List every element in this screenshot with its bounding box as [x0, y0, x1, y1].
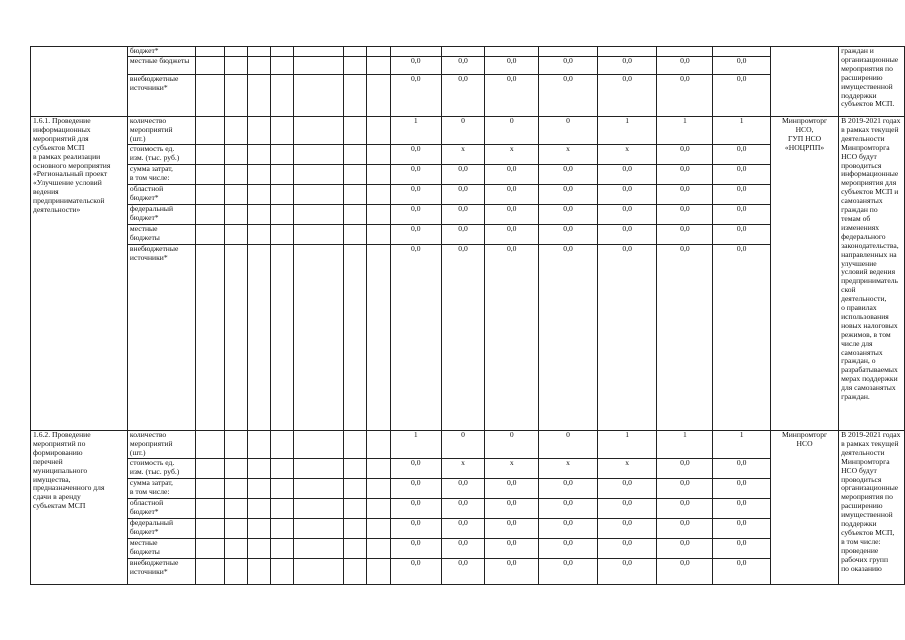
- value-cell: x: [539, 145, 598, 165]
- row-label: внебюджетные источники*: [127, 559, 195, 585]
- value-cell: 0,0: [657, 145, 713, 165]
- value-cell: 0,0: [390, 245, 441, 431]
- org-cell: Минпромторг НСО: [771, 431, 839, 585]
- table-row: [31, 47, 905, 57]
- row-label: сумма затрат, в том числе:: [127, 479, 195, 499]
- value-cell: 0: [539, 431, 598, 459]
- value-cell: 1: [713, 117, 771, 145]
- value-cell: x: [539, 459, 598, 479]
- table-row: [31, 431, 905, 459]
- value-cell: 0,0: [390, 499, 441, 519]
- value-cell: 0,0: [390, 225, 441, 245]
- value-cell: 0,0: [597, 519, 657, 539]
- value-cell: 0,0: [390, 519, 441, 539]
- value-cell: 0,0: [485, 479, 539, 499]
- value-cell: 0,0: [657, 559, 713, 585]
- value-cell: 0,0: [657, 185, 713, 205]
- value-cell: 0,0: [390, 165, 441, 185]
- row-label: областной бюджет*: [127, 499, 195, 519]
- value-cell: 0,0: [597, 499, 657, 519]
- activity-cell-empty: [31, 47, 128, 117]
- value-cell: 0,0: [441, 225, 484, 245]
- value-cell: 0,0: [657, 479, 713, 499]
- value-cell: 0,0: [539, 165, 598, 185]
- value-cell: 0,0: [390, 205, 441, 225]
- value-cell: 0,0: [441, 165, 484, 185]
- value-cell: 0,0: [390, 539, 441, 559]
- budget-table: [30, 46, 905, 585]
- note-cell: В 2019-2021 годах в рамках текущей деятельности Минпромторга НСО будут проводиться информационные мероприятия для субъектов МСП и самозанятых граждан по темам об изменениях федерального законодательства, направленных на улучшение условий ведения предприниматель ской деятельности, о правилах использования новых налоговых режимов, в том числе для самозанятых граждан, о разрабатываемых мерах поддержки для самозанятых граждан.: [839, 117, 905, 431]
- value-cell: 0,0: [390, 559, 441, 585]
- value-cell: 0,0: [390, 145, 441, 165]
- value-cell: 0,0: [713, 57, 771, 75]
- row-label: внебюджетные источники*: [127, 75, 195, 117]
- value-cell: 0,0: [597, 185, 657, 205]
- value-cell: 0,0: [713, 145, 771, 165]
- value-cell: 0,0: [539, 559, 598, 585]
- value-cell: 0: [441, 431, 484, 459]
- value-cell: 0,0: [441, 75, 484, 117]
- value-cell: 0,0: [657, 75, 713, 117]
- value-cell: 0,0: [657, 519, 713, 539]
- org-cell-empty: [771, 47, 839, 117]
- value-cell: 0,0: [539, 245, 598, 431]
- value-cell: 0,0: [390, 459, 441, 479]
- value-cell: 0,0: [597, 559, 657, 585]
- value-cell: 0,0: [657, 205, 713, 225]
- value-cell: 0,0: [657, 165, 713, 185]
- value-cell: 0,0: [713, 165, 771, 185]
- value-cell: 0,0: [390, 75, 441, 117]
- value-cell: 0,0: [657, 459, 713, 479]
- value-cell: 0,0: [539, 185, 598, 205]
- value-cell: 0,0: [441, 57, 484, 75]
- value-cell: 0,0: [539, 499, 598, 519]
- value-cell: 0,0: [597, 205, 657, 225]
- value-cell: 0,0: [441, 479, 484, 499]
- value-cell: 0,0: [390, 57, 441, 75]
- value-cell: 0,0: [597, 479, 657, 499]
- value-cell: 0,0: [597, 245, 657, 431]
- value-cell: 0,0: [441, 559, 484, 585]
- value-cell: 0,0: [539, 75, 598, 117]
- value-cell: 0,0: [713, 479, 771, 499]
- value-cell: 0,0: [441, 245, 484, 431]
- row-label: местные бюджеты: [127, 57, 195, 75]
- value-cell: 0,0: [657, 539, 713, 559]
- value-cell: 0,0: [713, 205, 771, 225]
- value-cell: 0,0: [539, 225, 598, 245]
- value-cell: 0,0: [657, 245, 713, 431]
- value-cell: 0,0: [441, 519, 484, 539]
- value-cell: 1: [713, 431, 771, 459]
- row-label: федеральный бюджет*: [127, 519, 195, 539]
- value-cell: 0,0: [597, 75, 657, 117]
- value-cell: x: [597, 145, 657, 165]
- value-cell: 0,0: [657, 57, 713, 75]
- document-page: [30, 46, 905, 585]
- value-cell: 0,0: [441, 185, 484, 205]
- value-cell: 1: [597, 431, 657, 459]
- row-label: стоимость ед. изм. (тыс. руб.): [127, 459, 195, 479]
- value-cell: 0,0: [441, 499, 484, 519]
- value-cell: x: [441, 459, 484, 479]
- row-label: количество мероприятий (шт.): [127, 431, 195, 459]
- value-cell: 0,0: [597, 165, 657, 185]
- row-label: стоимость ед. изм. (тыс. руб.): [127, 145, 195, 165]
- note-cell: В 2019-2021 годах в рамках текущей деятельности Минпромторга НСО будут проводиться организационные мероприятия по расширению имущественной поддержки субъектов МСП, в том числе: проведение рабочих групп по оказанию: [839, 431, 905, 585]
- value-cell: 0,0: [597, 57, 657, 75]
- value-cell: 0,0: [713, 245, 771, 431]
- value-cell: 1: [657, 117, 713, 145]
- value-cell: 0: [539, 117, 598, 145]
- value-cell: 0,0: [485, 205, 539, 225]
- row-label: местные бюджеты: [127, 225, 195, 245]
- row-label: бюджет*: [127, 47, 195, 57]
- value-cell: 0,0: [390, 185, 441, 205]
- value-cell: 0,0: [657, 499, 713, 519]
- value-cell: 0,0: [485, 57, 539, 75]
- value-cell: 0,0: [485, 75, 539, 117]
- value-cell: 0,0: [539, 479, 598, 499]
- row-label: внебюджетные источники*: [127, 245, 195, 431]
- value-cell: 0,0: [485, 559, 539, 585]
- value-cell: 0,0: [713, 75, 771, 117]
- row-label: количество мероприятий (шт.): [127, 117, 195, 145]
- value-cell: 0: [485, 117, 539, 145]
- value-cell: 0,0: [713, 499, 771, 519]
- value-cell: [713, 47, 771, 57]
- value-cell: x: [485, 459, 539, 479]
- value-cell: 0,0: [539, 57, 598, 75]
- value-cell: [485, 47, 539, 57]
- value-cell: [441, 47, 484, 57]
- value-cell: 0,0: [485, 225, 539, 245]
- row-label: областной бюджет*: [127, 185, 195, 205]
- value-cell: 0: [441, 117, 484, 145]
- value-cell: 0,0: [713, 539, 771, 559]
- value-cell: 0,0: [713, 459, 771, 479]
- activity-cell: 1.6.1. Проведение информационных мероприятий для субъектов МСП в рамках реализации основного мероприятия «Региональный проект «Улучшение условий ведения предпринимательской деятельности»: [31, 117, 128, 431]
- value-cell: [597, 47, 657, 57]
- value-cell: 0,0: [539, 205, 598, 225]
- value-cell: 0,0: [713, 185, 771, 205]
- value-cell: x: [485, 145, 539, 165]
- value-cell: 1: [390, 117, 441, 145]
- value-cell: 0: [485, 431, 539, 459]
- row-label: сумма затрат, в том числе:: [127, 165, 195, 185]
- value-cell: 0,0: [657, 225, 713, 245]
- value-cell: [657, 47, 713, 57]
- note-cell: граждан и организационные мероприятия по расширению имущественной поддержки субъектов МСП.: [839, 47, 905, 117]
- activity-cell: 1.6.2. Проведение мероприятий по формированию перечней муниципального имущества, предназначенного для сдачи в аренду субъектам МСП: [31, 431, 128, 585]
- value-cell: 0,0: [713, 559, 771, 585]
- value-cell: 0,0: [485, 499, 539, 519]
- value-cell: 1: [597, 117, 657, 145]
- row-label: местные бюджеты: [127, 539, 195, 559]
- value-cell: 0,0: [485, 165, 539, 185]
- row-label: федеральный бюджет*: [127, 205, 195, 225]
- value-cell: 0,0: [485, 519, 539, 539]
- value-cell: 0,0: [539, 519, 598, 539]
- value-cell: 1: [390, 431, 441, 459]
- org-cell: Минпромторг НСО, ГУП НСО «НОЦРПП»: [771, 117, 839, 431]
- value-cell: 0,0: [713, 225, 771, 245]
- value-cell: 0,0: [597, 225, 657, 245]
- value-cell: 0,0: [713, 519, 771, 539]
- value-cell: x: [441, 145, 484, 165]
- value-cell: 1: [657, 431, 713, 459]
- table-row: [31, 117, 905, 145]
- value-cell: x: [597, 459, 657, 479]
- value-cell: [390, 47, 441, 57]
- value-cell: 0,0: [539, 539, 598, 559]
- value-cell: 0,0: [441, 539, 484, 559]
- value-cell: 0,0: [390, 479, 441, 499]
- value-cell: [539, 47, 598, 57]
- value-cell: 0,0: [485, 245, 539, 431]
- value-cell: 0,0: [485, 539, 539, 559]
- value-cell: 0,0: [597, 539, 657, 559]
- value-cell: 0,0: [485, 185, 539, 205]
- value-cell: 0,0: [441, 205, 484, 225]
